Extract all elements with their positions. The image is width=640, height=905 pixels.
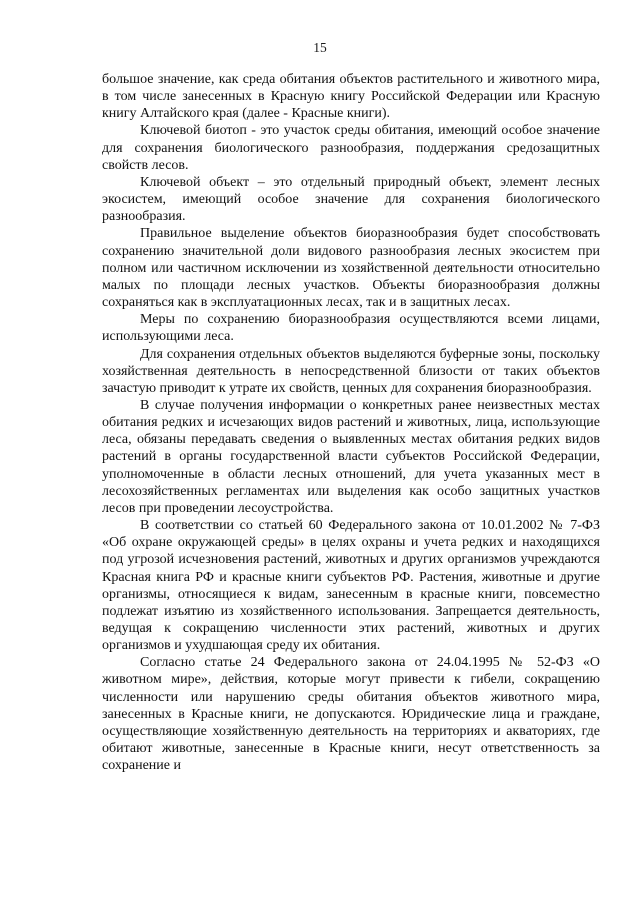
paragraph-key-biotope: Ключевой биотоп - это участок среды обитания, имеющий особое значение для сохранения биологического разнообразия, поддержания средозащитных свойств лесов. (102, 123, 600, 173)
page-number: 15 (313, 40, 327, 55)
paragraph-habitat-continuation: большое значение, как среда обитания объектов растительного и животного мира, в том числе занесенных в Красную книгу Российской Федерации или Красную книгу Алтайского края (далее - Красные книги). (102, 72, 600, 122)
paragraph-key-object: Ключевой объект – это отдельный природный объект, элемент лесных экосистем, имеющий особое значение для сохранения биологического разнообразия. (102, 174, 600, 225)
paragraph-rare-species-reporting: В случае получения информации о конкретных ранее неизвестных местах обитания редких и исчезающих видов растений и животных, лица, использующие леса, обязаны передавать сведения о выявленных местах обитания редких видов растений в органы государственной власти субъектов Российской Федерации, уполномоченные в области лесных отношений, для учета указанных мест в лесохозяйственных регламентах или выделения как особо защитных участков лесов при проведении лесоустройства. (102, 397, 600, 516)
document-body (102, 71, 600, 774)
paragraph-article-60: В соответствии со статьей 60 Федерального закона от 10.01.2002 № 7-ФЗ «Об охране окружающей среды» в целях охраны и учета редких и находящихся под угрозой исчезновения растений, животных и других организмов учреждаются Красная книга РФ и красные книги субъектов РФ. Растения, животные и другие организмы, относящиеся к видам, занесенным в красные книги, повсеместно подлежат изъятию из хозяйственного использования. Запрещается деятельность, ведущая к сокращению численности этих растений, животных и других организмов и ухудшающая среду их обитания. (102, 518, 600, 654)
paragraph-conservation-measures: Меры по сохранению биоразнообразия осуществляются всеми лицами, использующими леса. (102, 312, 600, 345)
paragraph-buffer-zones: Для сохранения отдельных объектов выделяются буферные зоны, поскольку хозяйственная деятельность в непосредственной близости от таких объектов зачастую приводит к утрате их свойств, ценных для сохранения биоразнообразия. (102, 346, 600, 396)
paragraph-article-24: Согласно статье 24 Федерального закона от 24.04.1995 № 52-ФЗ «О животном мире», действия, которые могут привести к гибели, сокращению численности или нарушению среды обитания объектов животного мира, занесенных в Красные книги, не допускаются. Юридические лица и граждане, осуществляющие хозяйственную деятельность на территориях и акваториях, где обитают животные, занесенные в Красные книги, несут ответственность за сохранение и (102, 655, 600, 774)
paragraph-biodiversity-objects: Правильное выделение объектов биоразнообразия будет способствовать сохранению значительной доли видового разнообразия лесных экосистем при полном или частичном исключении из хозяйственной деятельности относительно малых по площади лесных участков. Объекты биоразнообразия должны сохраняться как в эксплуатационных лесах, так и в защитных лесах. (102, 226, 600, 311)
